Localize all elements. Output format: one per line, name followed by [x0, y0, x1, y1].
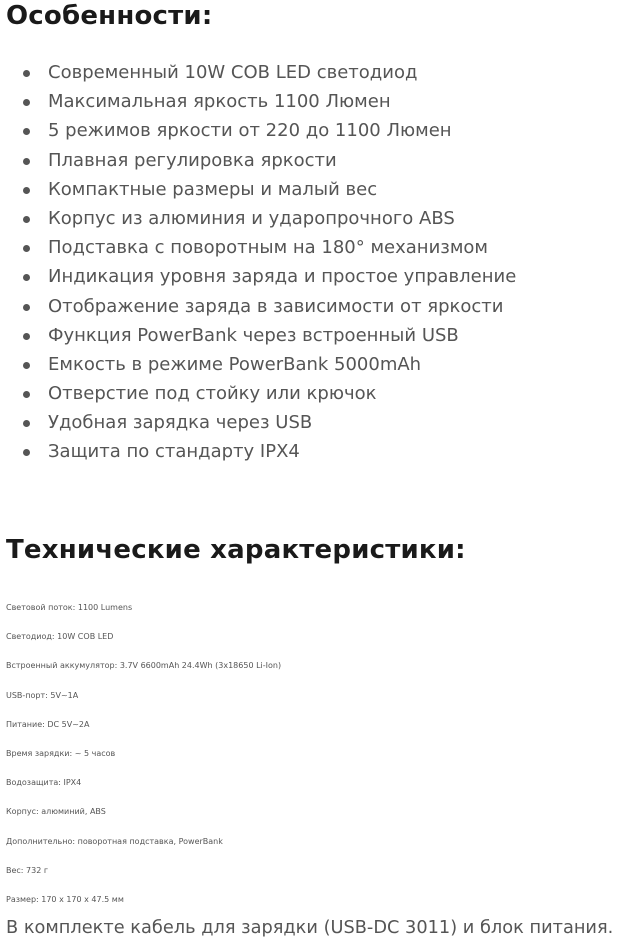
- feature-text: Защита по стандарту IPX4: [48, 441, 300, 463]
- bullet-icon: [23, 70, 30, 77]
- bullet-icon: [23, 99, 30, 106]
- feature-item: [0, 350, 516, 379]
- feature-text: Отображение заряда в зависимости от яркости: [48, 295, 504, 317]
- specs-list: [6, 593, 613, 943]
- bullet-icon: [23, 187, 30, 194]
- feature-text: Отверстие под стойку или крючок: [48, 383, 377, 405]
- bullet-icon: [23, 391, 30, 398]
- feature-item: [0, 379, 516, 408]
- feature-text: Индикация уровня заряда и простое управление: [48, 266, 517, 288]
- spec-line: Вес: 732 г: [6, 865, 49, 875]
- features-heading: Особенности:: [6, 1, 213, 31]
- spec-line: Питание: DC 5V~2A: [6, 719, 90, 729]
- spec-line: Время зарядки: ~ 5 часов: [6, 748, 116, 758]
- spec-line: Дополнительно: поворотная подставка, PowerBank: [6, 836, 223, 846]
- bullet-icon: [23, 304, 30, 311]
- feature-text: Плавная регулировка яркости: [48, 149, 337, 171]
- spec-line: Световой поток: 1100 Lumens: [6, 603, 133, 612]
- feature-text: Подставка с поворотным на 180° механизмом: [48, 237, 489, 259]
- feature-item: [0, 262, 516, 291]
- spec-line: Встроенный аккумулятор: 3.7V 6600mAh 24.4Wh (3x18650 Li-Ion): [6, 661, 282, 671]
- feature-item: [0, 116, 516, 145]
- feature-item: [0, 87, 516, 116]
- feature-item: [0, 146, 516, 175]
- feature-item: [0, 233, 516, 262]
- feature-item: [0, 58, 516, 87]
- feature-text: Емкость в режиме PowerBank 5000mAh: [48, 353, 422, 375]
- spec-line: Корпус: алюминий, ABS: [6, 807, 106, 817]
- feature-item: [0, 321, 516, 350]
- feature-text: Максимальная яркость 1100 Люмен: [48, 91, 391, 113]
- feature-item: [0, 204, 516, 233]
- bullet-icon: [23, 158, 30, 165]
- feature-item: [0, 437, 516, 466]
- feature-item: [0, 175, 516, 204]
- spec-line: Размер: 170 х 170 х 47.5 мм: [6, 894, 124, 904]
- spec-line: В комплекте кабель для зарядки (USB-DC 3011) и блок питания.: [6, 918, 614, 939]
- feature-text: Компактные размеры и малый вес: [48, 178, 378, 200]
- bullet-icon: [23, 216, 30, 223]
- spec-line: Водозащита: IPX4: [6, 778, 82, 788]
- feature-item: [0, 292, 516, 321]
- bullet-icon: [23, 449, 30, 456]
- bullet-icon: [23, 362, 30, 369]
- bullet-icon: [23, 333, 30, 340]
- bullet-icon: [23, 274, 30, 281]
- spec-line: USB-порт: 5V~1A: [6, 690, 79, 700]
- features-list: [0, 58, 516, 467]
- feature-text: 5 режимов яркости от 220 до 1100 Люмен: [48, 120, 452, 142]
- feature-text: Корпус из алюминия и ударопрочного ABS: [48, 207, 455, 229]
- feature-text: Удобная зарядка через USB: [48, 412, 313, 434]
- feature-text: Функция PowerBank через встроенный USB: [48, 324, 459, 346]
- specs-heading: Технические характеристики:: [6, 535, 466, 565]
- bullet-icon: [23, 245, 30, 252]
- bullet-icon: [23, 128, 30, 135]
- spec-line: Светодиод: 10W COB LED: [6, 632, 114, 642]
- feature-item: [0, 408, 516, 437]
- feature-text: Современный 10W COB LED светодиод: [48, 62, 418, 83]
- bullet-icon: [23, 420, 30, 427]
